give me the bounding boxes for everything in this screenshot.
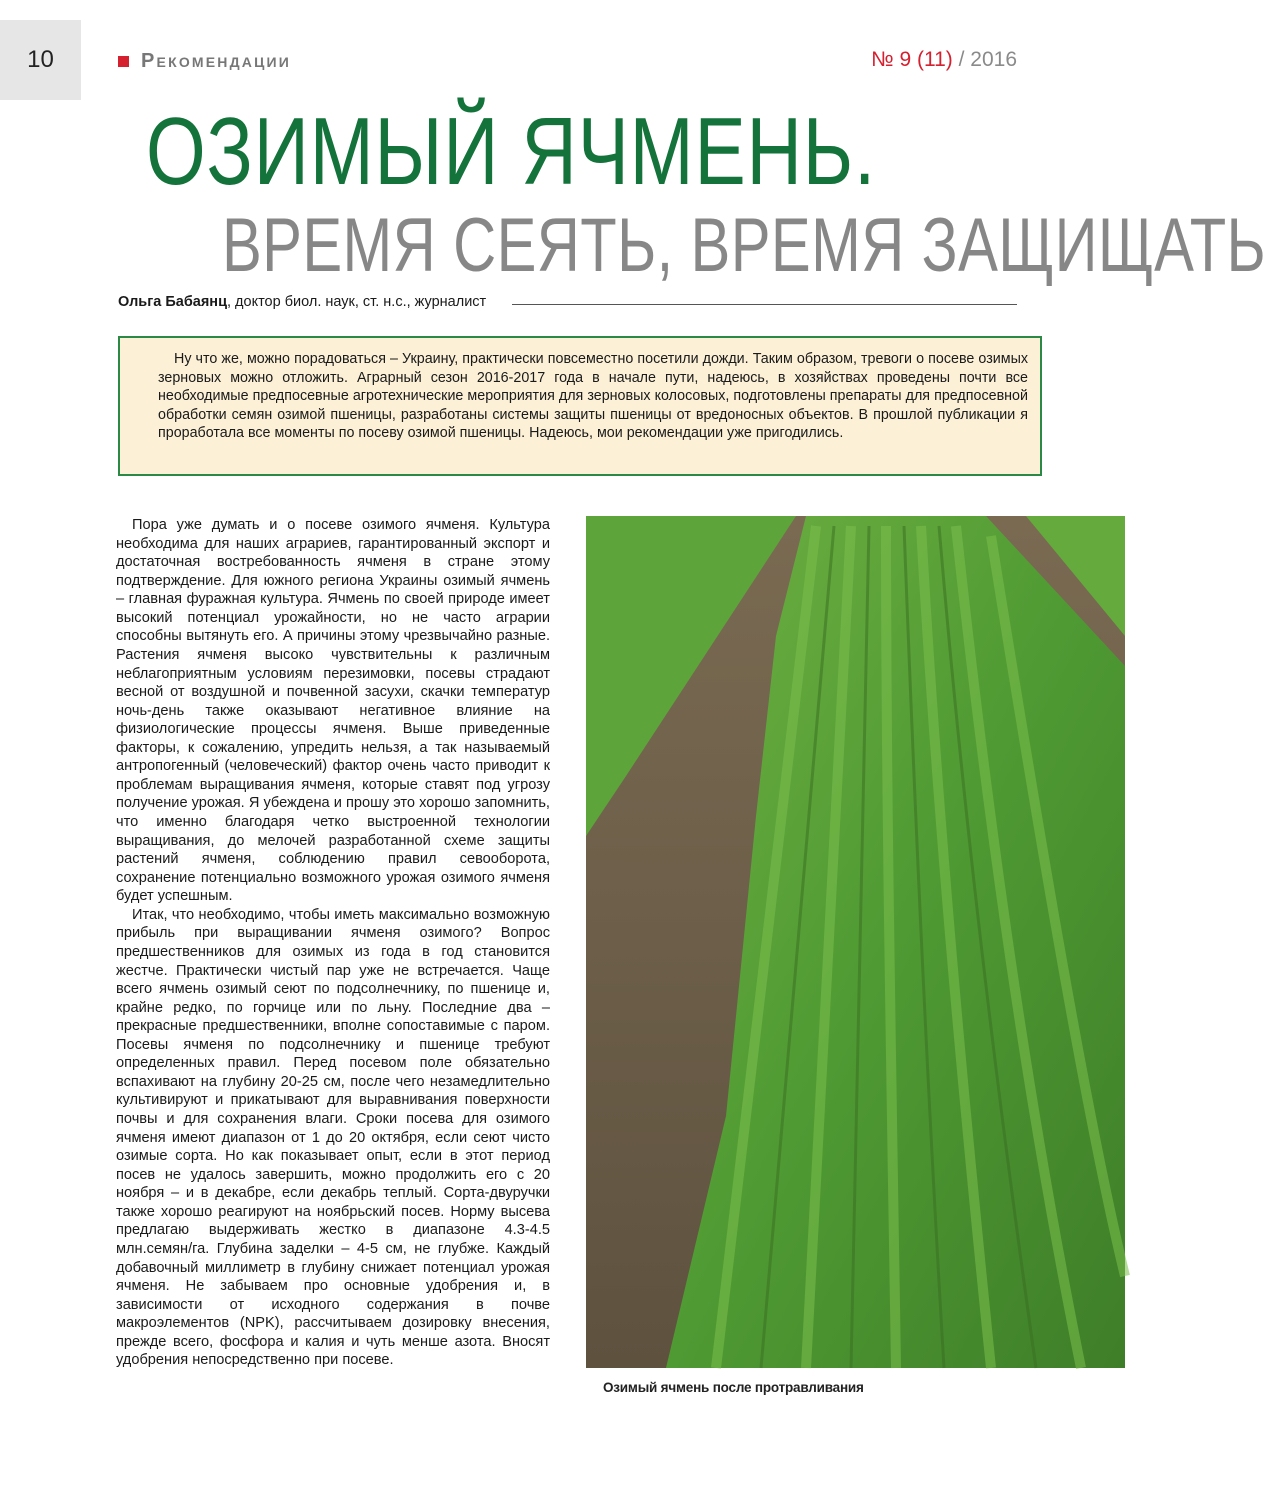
issue-number: № 9 (11)	[871, 48, 953, 71]
author-name: Ольга Бабаянц	[118, 294, 227, 310]
byline-divider	[512, 304, 1017, 305]
article-body	[116, 516, 550, 1370]
page-number: 10	[27, 46, 54, 73]
issue-separator: /	[952, 48, 971, 71]
issue-year: 2016	[970, 48, 1017, 71]
article-title: ОЗИМЫЙ ЯЧМЕНЬ.	[146, 98, 877, 205]
byline	[118, 294, 486, 310]
body-paragraph: Итак, что необходимо, чтобы иметь максимально возможную прибыль при выращивании ячменя озимого? Вопрос предшественников для озимых из года в год становится жестче. Практически чистый пар уже не встречается. Чаще всего ячмень озимый сеют по подсолнечнику, по пшенице и, крайне редко, по горчице или по льну. Последние два – прекрасные предшественники, вполне сопоставимые с паром. Посевы ячменя по подсолнечнику и пшенице требуют определенных правил. Перед посевом поле обязательно вспахивают на глубину 20-25 см, после чего незамедлительно культивируют и прикатывают для выравнивания поверхности почвы и для сохранения влаги. Сроки посева для озимого ячменя имеют диапазон от 1 до 20 октября, если сеют чисто озимые сорта. Но как показывает опыт, если в этот период посев не удалось завершить, можно продолжить его с 20 ноября – и в декабре, если декабрь теплый. Сорта-двуручки также хорошо реагируют на ноябрьский посев. Норму высева предлагаю выдерживать жестко в диапазоне 4.3-4.5 млн.семян/га. Глубина заделки – 4-5 см, не глубже. Каждый добавочный миллиметр в глубину снижает потенциал урожая ячменя. Не забываем про основные удобрения и, в зависимости от исходного содержания в почве макроэлементов (NPK), рассчитываем дозировку внесения, прежде всего, фосфора и калия и чуть менше азота. Вносят удобрения непосредственно при посеве.	[116, 906, 550, 1369]
author-info: , доктор биол. наук, ст. н.с., журналист	[226, 294, 487, 310]
barley-field-photo	[586, 516, 1125, 1368]
body-paragraph: Пора уже думать и о посеве озимого ячменя. Культура необходима для наших аграриев, гарантированный экспорт и достаточная востребованность ячменя в стране этому подтверждение. Для южного региона Украины озимый ячмень – главная фуражная культура. Ячмень по своей природе имеет высокий потенциал урожайности, но не часто аграрии способны вытянуть его. А причины этому чрезвычайно разные. Растения ячменя высоко чувствительны к различным неблагоприятным условиям перезимовки, посевы страдают весной от воздушной и почвенной засухи, скачки температур ночь-день также оказывают негативное влияние на физиологические процессы ячменя. Выше приведенные факторы, к сожалению, упредить нельзя, а так называемый антропогенный (человеческий) фактор очень часто приводит к проблемам выращивания ячменя, которые ставят под угрозу получение урожая. Я убеждена и прошу это хорошо запомнить, что именно благодаря четко выстроенной технологии выращивания, до мелочей разработанной схеме защиты растений ячменя, соблюдению правил севооборота, сохранение потенциально возможного урожая озимого ячменя будет успешным.	[116, 517, 550, 905]
photo-caption: Озимый ячмень после протравливания	[603, 1380, 864, 1395]
section-label: Рекомендации	[141, 50, 292, 72]
section-marker-icon	[118, 56, 129, 67]
lead-box: Ну что же, можно порадоваться – Украину, практически повсеместно посетили дожди. Таким образом, тревоги о посеве озимых зерновых можно отложить. Аграрный сезон 2016-2017 года в начале пути, надеюсь, в хозяйствах проведены почти все необходимые предпосевные агротехнические мероприятия для зерновых колосовых, подготовлены препараты для предпосевной обработки семян озимой пшеницы, разработаны системы защиты пшеницы от вредоносных объектов. В прошлой публикации я проработала все моменты по посеву озимой пшеницы. Надеюсь, мои рекомендации уже пригодились.	[118, 336, 1042, 476]
page-number-box	[0, 20, 81, 100]
article-subtitle: ВРЕМЯ СЕЯТЬ, ВРЕМЯ ЗАЩИЩАТЬ	[222, 203, 1266, 288]
issue-info	[871, 48, 1017, 72]
section-header	[118, 50, 291, 73]
